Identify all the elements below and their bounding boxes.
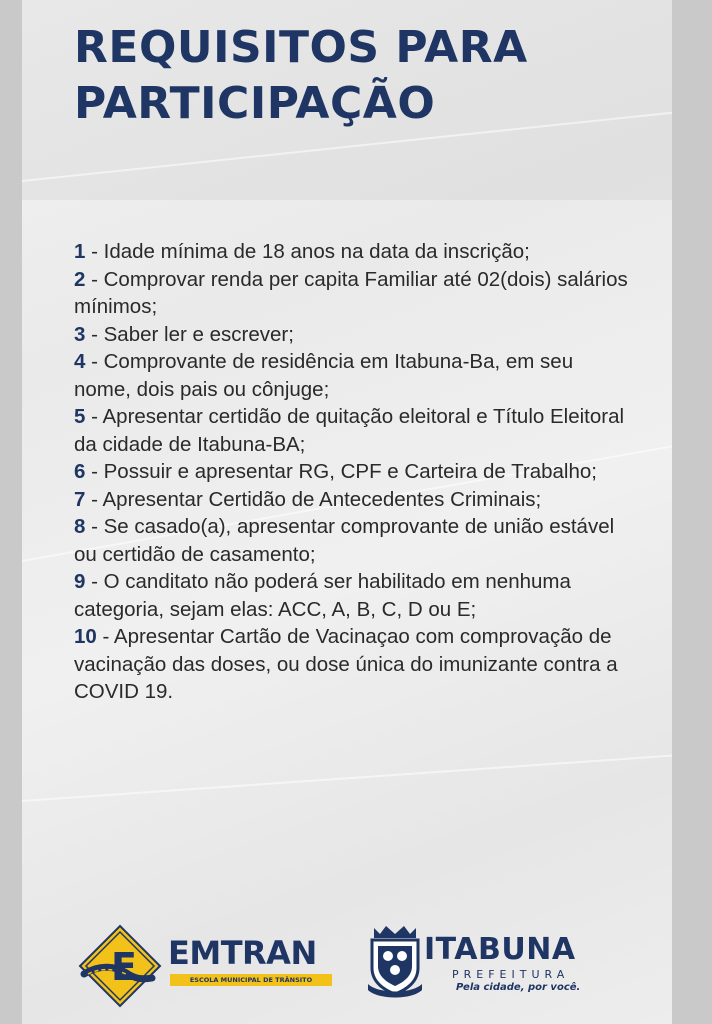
requirement-item — [74, 568, 634, 623]
itabuna-slogan: Pela cidade, por você. — [456, 982, 581, 993]
itabuna-subtitle: PREFEITURA — [452, 968, 570, 981]
requirement-number: 6 — [74, 460, 86, 483]
requirement-number: 1 — [74, 240, 86, 263]
poster — [22, 0, 672, 1024]
requirement-separator: - — [85, 350, 104, 373]
requirement-item — [74, 623, 634, 706]
requirement-number: 2 — [74, 267, 86, 291]
requirement-number: 7 — [74, 487, 86, 511]
requirement-number: 3 — [74, 322, 86, 346]
itabuna-name: ITABUNA — [424, 932, 576, 967]
requirement-text: Apresentar Cartão de Vacinaçao com comprovação de vacinação das doses, ou dose única do imunizante contra a COVID 19. — [74, 625, 618, 703]
requirement-text: Saber ler e escrever; — [103, 322, 294, 346]
emtran-road-diamond-icon — [78, 924, 162, 1008]
requirement-item — [74, 348, 634, 403]
requirement-separator: - — [85, 240, 104, 263]
requirement-separator: - — [85, 487, 103, 511]
requirements-list — [74, 238, 634, 706]
requirement-text: Comprovante de residência em Itabuna-Ba, em seu nome, dois pais ou cônjuge; — [74, 350, 574, 401]
requirement-text: Apresentar Certidão de Antecedentes Criminais; — [102, 487, 542, 511]
requirement-text: Idade mínima de 18 anos na data da inscrição; — [103, 240, 530, 263]
requirement-separator: - — [85, 570, 104, 593]
requirement-text: Possuir e apresentar RG, CPF e Carteira de Trabalho; — [103, 460, 597, 483]
requirement-item — [74, 238, 634, 266]
title-line-1: REQUISITOS PARA — [74, 22, 528, 73]
requirement-number: 10 — [74, 625, 97, 648]
requirement-separator: - — [85, 405, 103, 428]
requirement-item — [74, 403, 634, 458]
requirement-number: 4 — [74, 350, 86, 373]
page-title — [74, 20, 528, 132]
requirement-text: Se casado(a), apresentar comprovante de união estável ou certidão de casamento; — [74, 515, 615, 566]
requirement-item — [74, 266, 634, 321]
emtran-mark-letter: E — [111, 945, 137, 989]
requirement-item — [74, 513, 634, 568]
requirement-number: 8 — [74, 515, 86, 538]
title-line-2: PARTICIPAÇÃO — [74, 78, 436, 129]
requirement-item — [74, 321, 634, 349]
requirement-item — [74, 458, 634, 486]
requirement-text: Apresentar certidão de quitação eleitoral e Título Eleitoral da cidade de Itabuna-BA; — [74, 405, 625, 456]
requirement-number: 5 — [74, 405, 86, 428]
requirement-text: Comprovar renda per capita Familiar até 02(dois) salários mínimos; — [74, 267, 628, 318]
emtran-subtitle: ESCOLA MUNICIPAL DE TRÂNSITO — [170, 974, 332, 986]
itabuna-coat-of-arms-icon — [366, 924, 424, 1000]
paper-crease — [22, 751, 672, 802]
requirement-item — [74, 486, 634, 514]
requirement-text: O canditato não poderá ser habilitado em nenhuma categoria, sejam elas: ACC, A, B, C, D ou E; — [74, 570, 571, 621]
emtran-name: EMTRAN — [168, 934, 317, 972]
requirement-number: 9 — [74, 570, 86, 593]
footer-logos — [22, 920, 672, 1010]
requirement-separator: - — [85, 322, 104, 346]
requirement-separator: - — [85, 460, 104, 483]
requirement-separator: - — [85, 515, 104, 538]
requirement-separator: - — [96, 625, 114, 648]
requirement-separator: - — [85, 267, 104, 291]
